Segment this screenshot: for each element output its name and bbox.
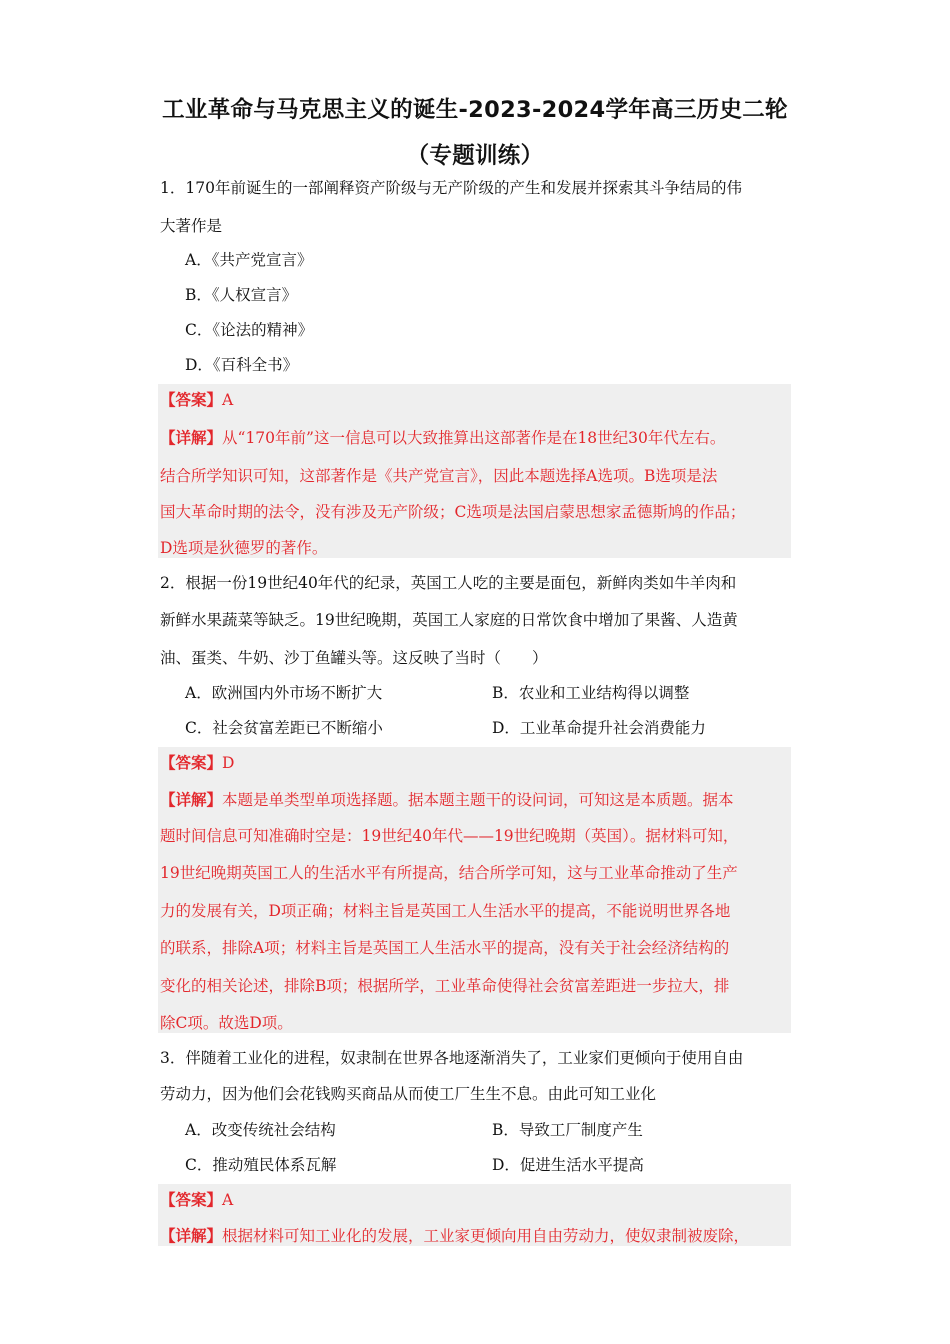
q3-option-b: B．导致工厂制度产生 xyxy=(492,1121,643,1139)
q1-option-b: B．《人权宣言》 xyxy=(185,286,298,304)
q2-detail-line-2: 题时间信息可知准确时空是：19世纪40年代——19世纪晚期（英国）。据材料可知， xyxy=(160,827,739,845)
detail-tag: 【详解】 xyxy=(160,790,223,809)
q2-detail-line-6: 变化的相关论述，排除B项；根据所学，工业革命使得社会贫富差距进一步拉大，排 xyxy=(160,977,730,995)
q1-detail-line-3: 国大革命时期的法令，没有涉及无产阶级；C选项是法国启蒙思想家孟德斯鸠的作品； xyxy=(160,503,746,521)
q2-stem-line-2: 新鲜水果蔬菜等缺乏。19世纪晚期，英国工人家庭的日常饮食中增加了果酱、人造黄 xyxy=(160,611,738,629)
q1-stem-line-1: 1．170年前诞生的一部阐释资产阶级与无产阶级的产生和发展并探索其斗争结局的伟 xyxy=(160,179,742,197)
page-title: 工业革命与马克思主义的诞生-2023-2024学年高三历史二轮 xyxy=(162,97,788,123)
q3-answer xyxy=(160,1190,233,1210)
q3-stem-line-1: 3．伴随着工业化的进程，奴隶制在世界各地逐渐消失了，工业家们更倾向于使用自由 xyxy=(160,1049,744,1067)
q2-answer xyxy=(160,753,234,773)
q3-detail-line-1: 【详解】根据材料可知工业化的发展，工业家更倾向用自由劳动力，使奴隶制被废除， xyxy=(160,1226,750,1245)
q2-stem-line-1: 2．根据一份19世纪40年代的纪录，英国工人吃的主要是面包，新鲜肉类如牛羊肉和 xyxy=(160,574,737,592)
answer-tag: 【答案】 xyxy=(160,390,223,409)
q1-detail-line-1: 【详解】从“170年前”这一信息可以大致推算出这部著作是在18世纪30年代左右。 xyxy=(160,428,726,447)
q3-stem-line-2: 劳动力，因为他们会花钱购买商品从而使工厂生生不息。由此可知工业化 xyxy=(160,1085,657,1103)
page-subtitle: （专题训练） xyxy=(406,143,544,169)
q2-detail-line-4: 力的发展有关，D项正确；材料主旨是英国工人生活水平的提高，不能说明世界各地 xyxy=(160,902,731,920)
answer-tag: 【答案】 xyxy=(160,1190,223,1209)
q3-answer-value: A xyxy=(222,1191,234,1209)
q3-option-c: C．推动殖民体系瓦解 xyxy=(185,1156,337,1174)
q2-option-a: A．欧洲国内外市场不断扩大 xyxy=(185,684,383,702)
detail-tag: 【详解】 xyxy=(160,1226,223,1245)
q1-answer xyxy=(160,390,233,410)
q2-stem-line-3: 油、蛋类、牛奶、沙丁鱼罐头等。这反映了当时（ ） xyxy=(160,649,548,667)
q1-stem-line-2: 大著作是 xyxy=(160,217,223,235)
q2-detail-line-3: 19世纪晚期英国工人的生活水平有所提高，结合所学可知，这与工业革命推动了生产 xyxy=(160,864,738,882)
q1-answer-value: A xyxy=(222,391,234,409)
q2-option-b: B．农业和工业结构得以调整 xyxy=(492,684,690,702)
q1-option-d: D．《百科全书》 xyxy=(185,356,299,374)
answer-tag: 【答案】 xyxy=(160,753,223,772)
q2-option-d: D．工业革命提升社会消费能力 xyxy=(492,719,706,737)
q2-option-c: C．社会贫富差距已不断缩小 xyxy=(185,719,383,737)
q3-option-d: D．促进生活水平提高 xyxy=(492,1156,644,1174)
detail-tag: 【详解】 xyxy=(160,428,223,447)
q1-option-c: C．《论法的精神》 xyxy=(185,321,314,339)
q1-detail-line-4: D选项是狄德罗的著作。 xyxy=(160,539,328,557)
q2-detail-line-7: 除C项。故选D项。 xyxy=(160,1014,293,1032)
q2-detail-line-1: 【详解】本题是单类型单项选择题。据本题主题干的设问词，可知这是本质题。据本 xyxy=(160,790,734,809)
q1-detail-line-2: 结合所学知识可知，这部著作是《共产党宣言》，因此本题选择A选项。B选项是法 xyxy=(160,467,718,485)
q3-option-a: A．改变传统社会结构 xyxy=(185,1121,336,1139)
q1-option-a: A．《共产党宣言》 xyxy=(185,251,313,269)
q2-answer-value: D xyxy=(222,754,235,772)
q2-detail-line-5: 的联系，排除A项；材料主旨是英国工人生活水平的提高，没有关于社会经济结构的 xyxy=(160,939,730,957)
